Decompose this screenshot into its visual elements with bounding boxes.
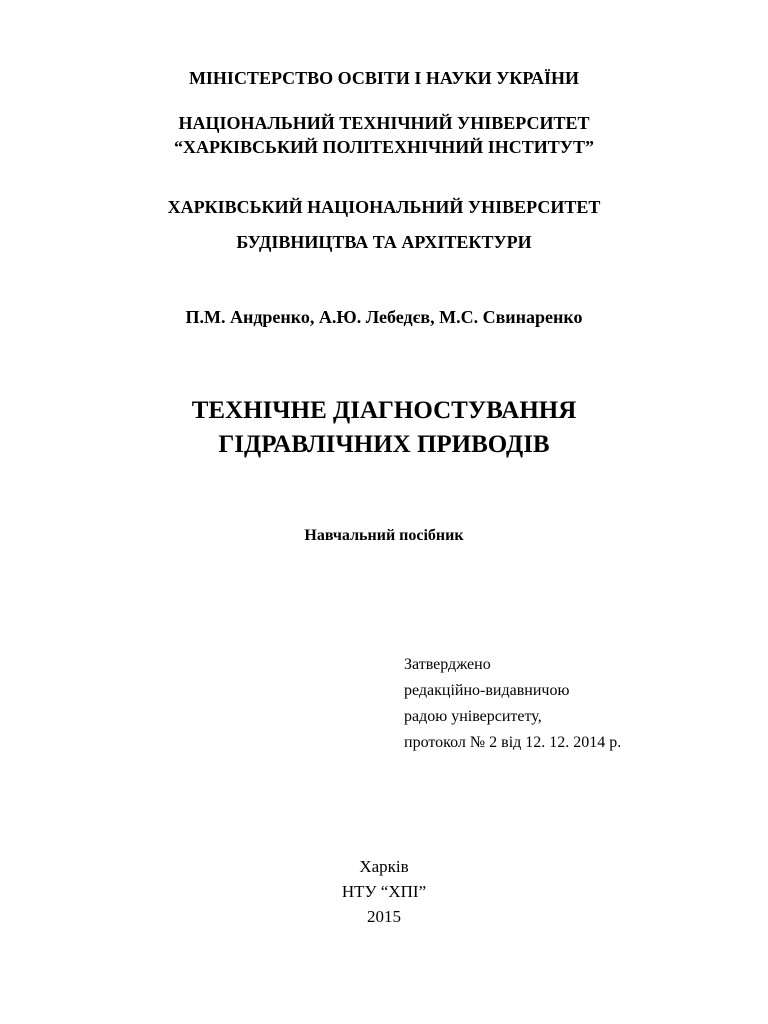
university2-name-line1: ХАРКІВСЬКИЙ НАЦІОНАЛЬНИЙ УНІВЕРСИТЕТ [167, 197, 601, 217]
ministry-heading: МІНІСТЕРСТВО ОСВІТИ І НАУКИ УКРАЇНИ [188, 68, 580, 88]
imprint-city: Харків [359, 857, 409, 876]
approval-line: радою університету, [404, 708, 542, 725]
approval-line: Затверджено [404, 656, 491, 673]
book-subtitle: Навчальний посібник [304, 527, 464, 544]
imprint-year: 2015 [367, 907, 401, 926]
approval-block [404, 652, 621, 756]
approval-line: протокол № 2 від 12. 12. 2014 р. [404, 734, 622, 751]
book-title-line1: ТЕХНІЧНЕ ДІАГНОСТУВАННЯ [191, 397, 577, 424]
imprint-publisher: НТУ “ХПІ” [341, 882, 427, 901]
approval-line: редакційно-видавничою [404, 682, 570, 699]
university1-name-line1: НАЦІОНАЛЬНИЙ ТЕХНІЧНИЙ УНІВЕРСИТЕТ [178, 113, 590, 133]
university1-name-line2: “ХАРКІВСЬКИЙ ПОЛІТЕХНІЧНИЙ ІНСТИТУТ” [174, 137, 594, 157]
university2-name-line2: БУДІВНИЦТВА ТА АРХІТЕКТУРИ [236, 232, 532, 252]
authors-line: П.М. Андренко, А.Ю. Лебедєв, М.С. Свинаренко [185, 307, 583, 327]
book-title-line2: ГІДРАВЛІЧНИХ ПРИВОДІВ [218, 431, 550, 458]
